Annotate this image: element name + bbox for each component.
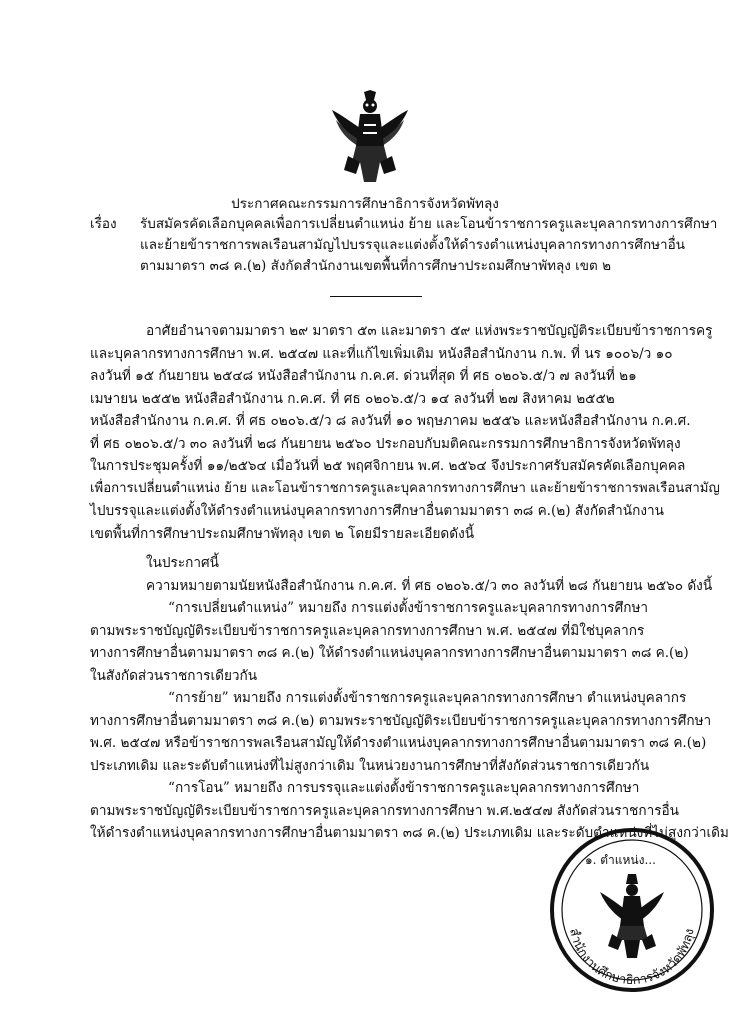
body-line: เพื่อการเปลี่ยนตำแหน่ง ย้าย และโอนข้าราชการครูและบุคลากรทางการศึกษา และย้ายข้าราชการพลเรือนสามัญ [90, 480, 720, 496]
body-line: ให้ดำรงตำแหน่งบุคลากรทางการศึกษาอื่นตามมาตรา ๓๘ ค.(๒) ประเภทเดิม และระดับตำแหน่งที่ไม่สูงกว่าเดิม [90, 825, 729, 841]
body-line: และบุคลากรทางการศึกษา พ.ศ. ๒๕๔๗ และที่แก้ไขเพิ่มเติม หนังสือสำนักงาน ก.พ. ที่ นร ๑๐๐๖/ว ๑๐ [90, 345, 673, 362]
body-line: เมษายน ๒๕๕๒ หนังสือสำนักงาน ก.ค.ศ. ที่ ศธ ๐๒๐๖.๕/ว ๑๔ ลงวันที่ ๒๗ สิงหาคม ๒๕๕๒ [90, 390, 615, 407]
body-line: ไปบรรจุและแต่งตั้งให้ดำรงตำแหน่งบุคลากรทางการศึกษาอื่นตามมาตรา ๓๘ ค.(๒) สังกัดสำนักงาน [90, 503, 664, 519]
body-line: ที่ ศธ ๐๒๐๖.๕/ว ๓๐ ลงวันที่ ๒๘ กันยายน ๒๕๖๐ ประกอบกับมติคณะกรรมการศึกษาธิการจังหวัดพัทลุง [90, 435, 681, 452]
body-line: ทางการศึกษาอื่นตามมาตรา ๓๘ ค.(๒) ให้ดำรงตำแหน่งบุคลากรทางการศึกษาอื่นตามมาตรา ๓๘ ค.(๒) [90, 645, 689, 661]
body-line: อาศัยอำนาจตามมาตรา ๒๙ มาตรา ๕๓ และมาตรา ๕๙ แห่งพระราชบัญญัติระเบียบข้าราชการครู [146, 323, 713, 339]
body-line: ทางการศึกษาอื่นตามมาตรา ๓๘ ค.(๒) ตามพระราชบัญญัติระเบียบข้าราชการครูและบุคลากรทางการศึกษา [90, 712, 712, 729]
definition-line: “การย้าย” หมายถึง การแต่งตั้งข้าราชการครูและบุคลากรทางการศึกษา ตำแหน่งบุคลากร [168, 690, 687, 706]
definition-line: “การโอน” หมายถึง การบรรจุและแต่งตั้งข้าราชการครูและบุคลากรทางการศึกษา [168, 780, 640, 796]
body-line: ในการประชุมครั้งที่ ๑๑/๒๕๖๔ เมื่อวันที่ ๒๕ พฤศจิกายน พ.ศ. ๒๕๖๔ จึงประกาศรับสมัครคัดเลือกบุคคล [90, 458, 686, 474]
body-line: เขตพื้นที่การศึกษาประถมศึกษาพัทลุง เขต ๒ โดยมีรายละเอียดดังนี้ [90, 525, 475, 542]
body-line: ในสังกัดส่วนราชการเดียวกัน [90, 667, 258, 684]
body-line: พ.ศ. ๒๕๔๗ หรือข้าราชการพลเรือนสามัญให้ดำรงตำแหน่งบุคลากรทางการศึกษาอื่นตามมาตรา ๓๘ ค.(๒) [90, 735, 707, 751]
title-divider [330, 296, 422, 297]
definition-line: “การเปลี่ยนตำแหน่ง” หมายถึง การแต่งตั้งข้าราชการครูและบุคลากรทางการศึกษา [168, 600, 649, 616]
subject-line: ตามมาตรา ๓๘ ค.(๒) สังกัดสำนักงานเขตพื้นที่การศึกษาประถมศึกษาพัทลุง เขต ๒ [140, 258, 611, 274]
body-line: ตามพระราชบัญญัติระเบียบข้าราชการครูและบุคลากรทางการศึกษา พ.ศ.๒๕๔๗ สังกัดส่วนราชการอื่น [90, 802, 679, 819]
next-section-heading: ๑. ตำแหน่ง... [585, 853, 656, 867]
body-line: ประเภทเดิม และระดับตำแหน่งที่ไม่สูงกว่าเดิม ในหน่วยงานการศึกษาที่สังกัดส่วนราชการเดียวกัน [90, 757, 650, 774]
announcement-title: ประกาศคณะกรรมการศึกษาธิการจังหวัดพัทลุง [231, 196, 499, 212]
body-line: หนังสือสำนักงาน ก.ค.ศ. ที่ ศธ ๐๒๐๖.๕/ว ๘ ลงวันที่ ๑๐ พฤษภาคม ๒๕๕๖ และหนังสือสำนักงาน ก.ค.ศ. [90, 413, 691, 429]
subject-line: และย้ายข้าราชการพลเรือนสามัญไปบรรจุและแต่งตั้งให้ดำรงตำแหน่งบุคลากรทางการศึกษาอื่น [140, 237, 685, 253]
body-line: ลงวันที่ ๑๕ กันยายน ๒๕๔๘ หนังสือสำนักงาน ก.ค.ศ. ด่วนที่สุด ที่ ศธ ๐๒๐๖.๕/ว ๗ ลงวันที่ ๒๑ [90, 368, 637, 384]
stamp-text: สำนักงานศึกษาธิการจังหวัดพัทลุง [567, 926, 697, 988]
subject-line: รับสมัครคัดเลือกบุคคลเพื่อการเปลี่ยนตำแหน่ง ย้าย และโอนข้าราชการครูและบุคลากรทางการศึกษา [140, 216, 718, 232]
section-intro: ในประกาศนี้ [146, 555, 219, 571]
body-line: ความหมายตามนัยหนังสือสำนักงาน ก.ค.ศ. ที่ ศธ ๐๒๐๖.๕/ว ๓๐ ลงวันที่ ๒๘ กันยายน ๒๕๖๐ ดังนี้ [146, 577, 713, 594]
garuda-emblem-icon [330, 90, 410, 184]
body-line: ตามพระราชบัญญัติระเบียบข้าราชการครูและบุคลากรทางการศึกษา พ.ศ. ๒๕๔๗ ที่มิใช่บุคลากร [90, 622, 645, 639]
subject-label: เรื่อง [90, 216, 117, 232]
